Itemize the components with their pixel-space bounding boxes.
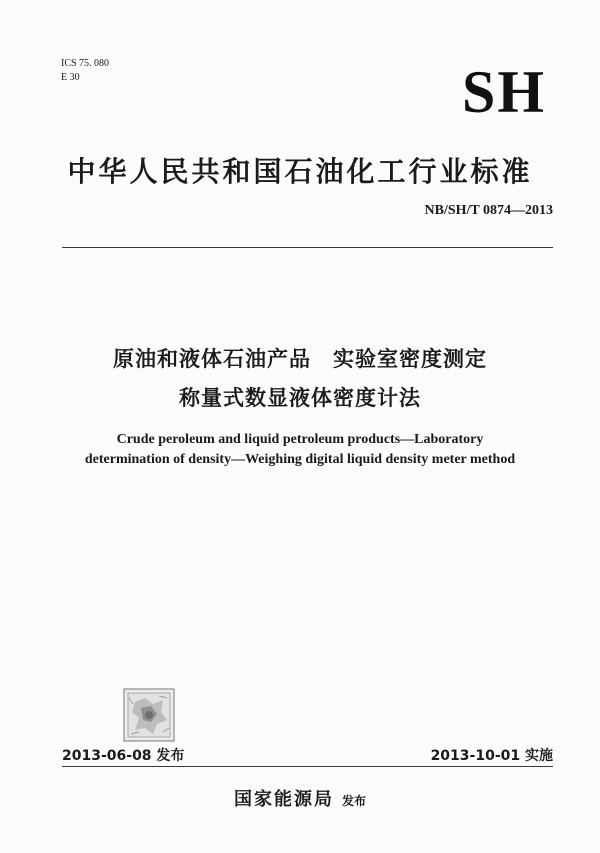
approval-seal-icon (123, 688, 175, 742)
publisher-name: 国家能源局 (233, 789, 334, 810)
standard-title: 中华人民共和国石油化工行业标准 (67, 155, 533, 188)
document-title-en-line-2: determination of density—Weighing digital liquid density meter method (84, 452, 516, 467)
standard-number: NB/SH/T 0874—2013 (424, 203, 553, 218)
implementation-date: 2013-10-01 实施 (430, 748, 553, 764)
bottom-divider (62, 766, 553, 767)
issue-date: 2013-06-08 发布 (62, 748, 185, 764)
document-title-cn-line-1: 原油和液体石油产品 实验室密度测定 (113, 347, 487, 371)
publisher-line (0, 785, 600, 811)
classification-codes (61, 57, 109, 85)
document-title-cn-line-2: 称量式数显液体密度计法 (179, 386, 421, 410)
category-code: E 30 (61, 72, 80, 83)
publisher-verb: 发布 (341, 794, 366, 808)
industry-mark: SH (461, 59, 546, 125)
document-title-en-line-1: Crude peroleum and liquid petroleum products—Laboratory (116, 432, 484, 447)
ics-code: ICS 75. 080 (61, 58, 110, 69)
top-divider (62, 247, 553, 248)
